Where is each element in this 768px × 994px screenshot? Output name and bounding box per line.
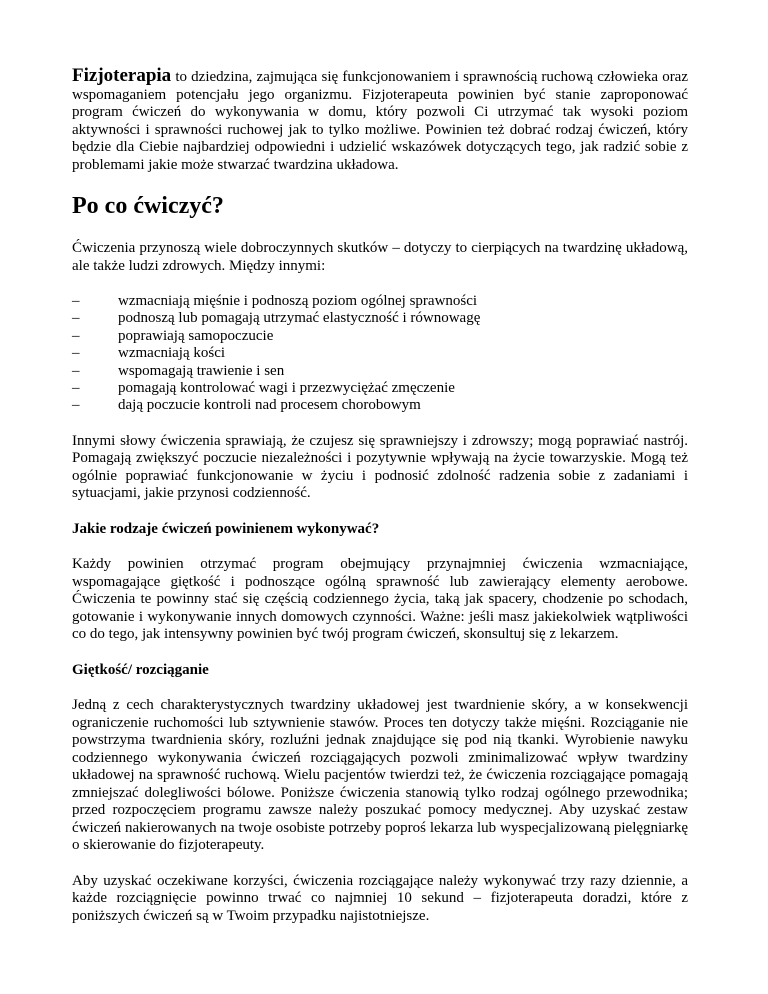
list-item-text: wzmacniają kości — [118, 345, 226, 362]
intro-text: to dziedzina, zajmująca się funkcjonowaniem i sprawnością ruchową człowieka oraz wspomaganiem potencjału jego organizmu. Fizjoterapeuta powinien być stanie zaproponować program ćwiczeń do wykonywania w domu, który pozwoli Ci utrzymać tak wysoki poziom aktywności i sprawności ruchowej jak to tylko możliwe. Powinien też dobrać rodzaj ćwiczeń, który będzie dla Ciebie najbardziej odpowiedni i udzielić wskazówek dotyczących tego, jak radzić sobie z problemami jakie może stwarzać twardzina układowa. — [72, 69, 688, 173]
list-item-text: dają poczucie kontroli nad procesem chorobowym — [118, 397, 421, 414]
bullet-dash: – — [72, 397, 80, 414]
list-item-text: poprawiają samopoczucie — [118, 327, 274, 344]
list-item — [72, 397, 688, 414]
list-item — [72, 345, 688, 362]
list-item — [72, 310, 688, 327]
intro-lead-term: Fizjoterapia — [72, 65, 172, 86]
benefits-list — [72, 293, 688, 415]
subheading-flexibility: Giętkość/ rozciąganie — [72, 661, 209, 678]
list-item — [72, 380, 688, 397]
bullet-dash: – — [72, 310, 80, 327]
list-item-text: wspomagają trawienie i sen — [118, 362, 285, 379]
list-item-text: pomagają kontrolować wagi i przezwyciężać zmęczenie — [118, 380, 455, 397]
bullet-dash: – — [72, 362, 80, 379]
intro-paragraph — [72, 67, 688, 174]
flexibility-paragraph: Jedną z cech charakterystycznych twardziny układowej jest twardnienie skóry, a w konsekwencji ograniczenie ruchomości lub sztywnienie stawów. Proces ten dotyczy także mięśni. Rozciąganie nie powstrzyma twardnienia skóry, rozluźni jednak znajdujące się pod nią tkanki. Wyrobienie nawyku codziennego wykonywania ćwiczeń rozciągających pozwoli zminimalizować wpływ twardziny układowej na sprawność ruchową. Wielu pacjentów twierdzi też, że ćwiczenia rozciągające pomagają zmniejszać dolegliwości bólowe. Poniższe ćwiczenia stanowią tylko rodzaj ogólnego przewodnika; przed rozpoczęciem programu zawsze należy poszukać pomocy medycznej. Aby uzyskać zestaw ćwiczeń nakierowanych na twoje osobiste potrzeby poproś lekarza lub wyspecjalizowaną pielęgniarkę o skierowanie do fizjoterapeuty. — [72, 697, 688, 854]
list-item-text: wzmacniają mięśnie i podnoszą poziom ogólnej sprawności — [118, 293, 478, 309]
bullet-dash: – — [72, 380, 80, 397]
list-item — [72, 328, 688, 345]
section-heading-why-exercise: Po co ćwiczyć? — [72, 193, 224, 219]
subheading-exercise-types: Jakie rodzaje ćwiczeń powinienem wykonywać? — [72, 520, 380, 537]
bullet-dash: – — [72, 293, 80, 309]
stretching-frequency-paragraph: Aby uzyskać oczekiwane korzyści, ćwiczenia rozciągające należy wykonywać trzy razy dziennie, a każde rozciągnięcie powinno trwać co najmniej 10 sekund – fizjoterapeuta doradzi, które z poniższych ćwiczeń są w Twoim przypadku najistotniejsze. — [72, 872, 688, 924]
list-item — [72, 363, 688, 380]
bullet-dash: – — [72, 345, 80, 362]
summary-paragraph: Innymi słowy ćwiczenia sprawiają, że czujesz się sprawniejszy i zdrowszy; mogą poprawiać nastrój. Pomagają zwiększyć poczucie niezależności i pozytywnie wpływają na życie towarzyskie. Mogą też ogólnie poprawiać funkcjonowanie w życiu i podnosić zdolność radzenia sobie z zadaniami i sytuacjami, jakie przynosi codzienność. — [72, 432, 688, 502]
bullet-dash: – — [72, 327, 80, 344]
list-item-text: podnoszą lub pomagają utrzymać elastyczność i równowagę — [118, 310, 481, 327]
list-item — [72, 293, 688, 310]
exercise-types-paragraph: Każdy powinien otrzymać program obejmujący przynajmniej ćwiczenia wzmacniające, wspomagające giętkość i podnoszące ogólną sprawność lub zawierający elementy aerobowe. Ćwiczenia te powinny stać się częścią codziennego życia, taką jak spacery, chodzenie po schodach, gotowanie i wykonywanie innych domowych czynności. Ważne: jeśli masz jakiekolwiek wątpliwości co do tego, jak intensywny powinien być twój program ćwiczeń, skonsultuj się z lekarzem. — [72, 556, 688, 643]
benefits-intro-paragraph: Ćwiczenia przynoszą wiele dobroczynnych skutków – dotyczy to cierpiących na twardzinę układową, ale także ludzi zdrowych. Między innymi: — [72, 240, 688, 274]
